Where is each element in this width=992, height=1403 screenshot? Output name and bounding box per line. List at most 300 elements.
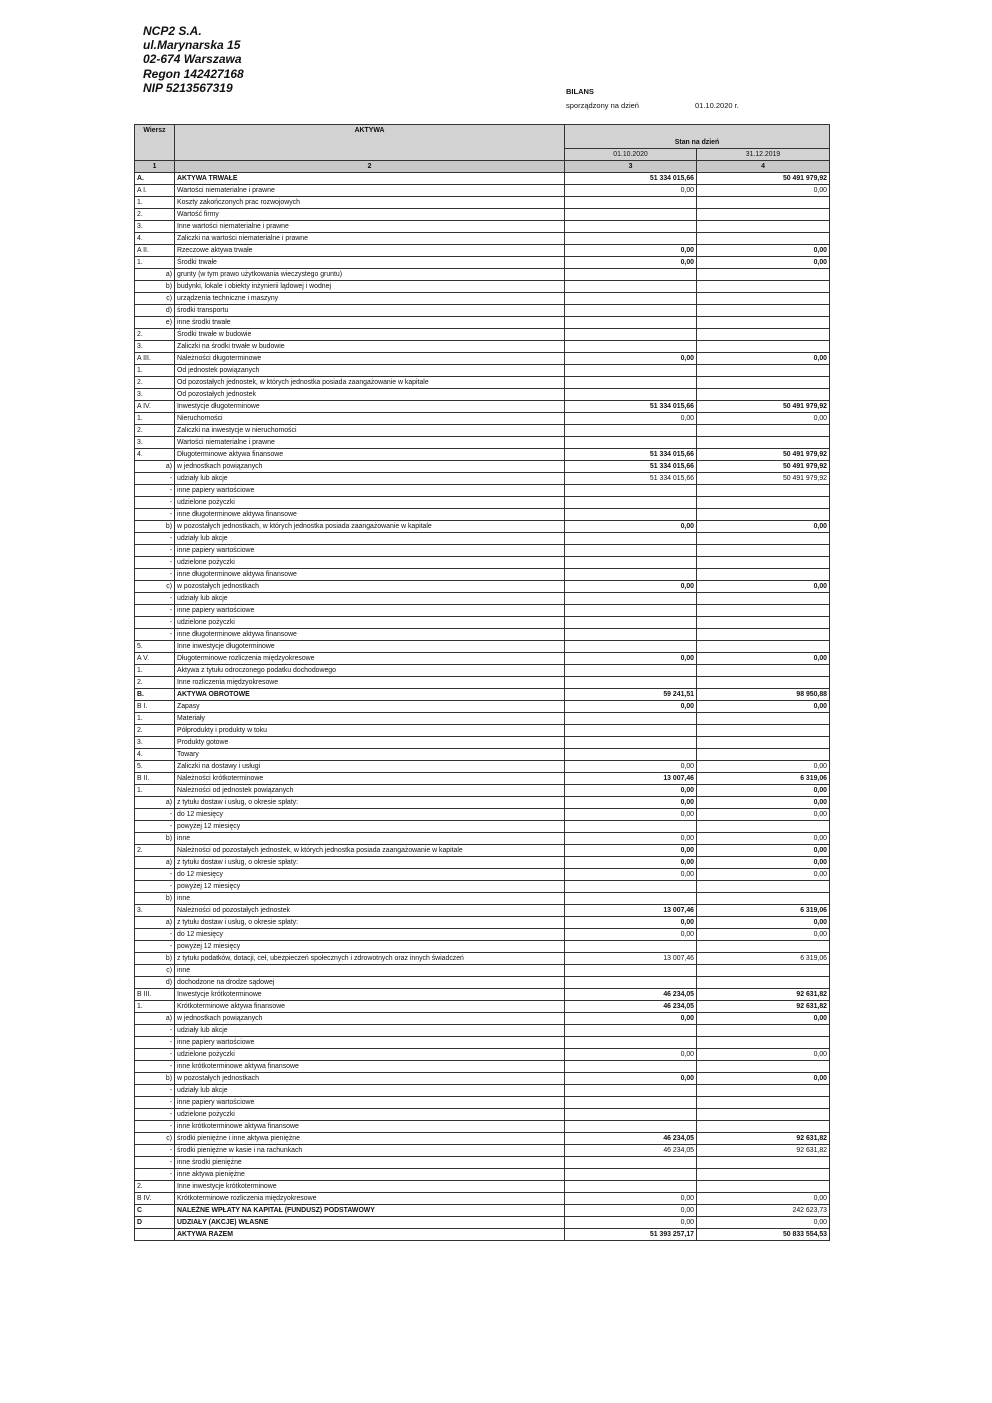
- row-label: Należności długoterminowe: [175, 353, 565, 365]
- row-value-current: 51 393 257,17: [565, 1229, 697, 1241]
- row-value-current: 0,00: [565, 581, 697, 593]
- table-row: [135, 821, 830, 833]
- table-row: [135, 197, 830, 209]
- row-value-current: 0,00: [565, 1205, 697, 1217]
- table-row: [135, 425, 830, 437]
- table-row: [135, 281, 830, 293]
- table-row: [135, 653, 830, 665]
- row-id: b): [135, 833, 175, 845]
- row-id: 3.: [135, 221, 175, 233]
- table-row: [135, 185, 830, 197]
- row-value-current: 0,00: [565, 1049, 697, 1061]
- row-value-previous: 98 950,88: [697, 689, 830, 701]
- row-value-previous: 92 631,82: [697, 989, 830, 1001]
- row-label: z tytułu dostaw i usług, o okresie spłaty:: [175, 797, 565, 809]
- row-value-previous: 0,00: [697, 413, 830, 425]
- row-id: d): [135, 977, 175, 989]
- table-row: [135, 389, 830, 401]
- row-id: 4.: [135, 233, 175, 245]
- row-id: 5.: [135, 641, 175, 653]
- row-label: Inwestycje długoterminowe: [175, 401, 565, 413]
- row-id: -: [135, 1049, 175, 1061]
- row-value-previous: [697, 233, 830, 245]
- row-value-current: [565, 1121, 697, 1133]
- row-label: Inne inwestycje krótkoterminowe: [175, 1181, 565, 1193]
- row-id: A II.: [135, 245, 175, 257]
- row-value-current: [565, 233, 697, 245]
- row-value-previous: [697, 749, 830, 761]
- row-id: B II.: [135, 773, 175, 785]
- table-row: [135, 785, 830, 797]
- row-value-current: [565, 977, 697, 989]
- row-label: AKTYWA TRWAŁE: [175, 173, 565, 185]
- row-value-previous: [697, 1157, 830, 1169]
- row-value-current: [565, 317, 697, 329]
- row-id: -: [135, 1109, 175, 1121]
- row-value-previous: [697, 677, 830, 689]
- table-row: [135, 209, 830, 221]
- row-value-current: [565, 329, 697, 341]
- table-row: [135, 845, 830, 857]
- row-label: do 12 miesięcy: [175, 929, 565, 941]
- row-id: c): [135, 1133, 175, 1145]
- row-value-current: [565, 569, 697, 581]
- row-label: w jednostkach powiązanych: [175, 461, 565, 473]
- row-label: Od pozostałych jednostek, w których jednostka posiada zaangażowanie w kapitale: [175, 377, 565, 389]
- row-value-current: [565, 1097, 697, 1109]
- row-value-current: [565, 677, 697, 689]
- row-value-previous: [697, 509, 830, 521]
- row-value-previous: 0,00: [697, 1049, 830, 1061]
- table-row: [135, 1181, 830, 1193]
- row-value-current: [565, 533, 697, 545]
- row-id: -: [135, 1037, 175, 1049]
- row-id: b): [135, 953, 175, 965]
- row-label: Środki trwałe w budowie: [175, 329, 565, 341]
- row-value-current: 0,00: [565, 521, 697, 533]
- row-id: 3.: [135, 737, 175, 749]
- table-row: [135, 1205, 830, 1217]
- row-value-current: [565, 269, 697, 281]
- row-value-previous: [697, 389, 830, 401]
- row-value-current: [565, 1025, 697, 1037]
- table-row: [135, 509, 830, 521]
- table-row: [135, 1037, 830, 1049]
- row-value-current: [565, 725, 697, 737]
- row-id: B III.: [135, 989, 175, 1001]
- row-label: Zaliczki na inwestycje w nieruchomości: [175, 425, 565, 437]
- row-label: Od pozostałych jednostek: [175, 389, 565, 401]
- row-id: a): [135, 917, 175, 929]
- row-id: -: [135, 1121, 175, 1133]
- row-label: Długoterminowe rozliczenia międzyokresowe: [175, 653, 565, 665]
- table-row: [135, 665, 830, 677]
- row-value-previous: [697, 377, 830, 389]
- row-id: [135, 1229, 175, 1241]
- row-id: A IV.: [135, 401, 175, 413]
- row-id: 2.: [135, 845, 175, 857]
- row-value-current: 0,00: [565, 185, 697, 197]
- table-row: [135, 953, 830, 965]
- row-value-current: 0,00: [565, 1073, 697, 1085]
- row-value-previous: 0,00: [697, 1217, 830, 1229]
- row-value-current: 0,00: [565, 1193, 697, 1205]
- table-row: [135, 545, 830, 557]
- header-aktywa: AKTYWA: [175, 125, 565, 161]
- row-id: -: [135, 1145, 175, 1157]
- row-value-current: [565, 1157, 697, 1169]
- table-row: [135, 449, 830, 461]
- row-label: AKTYWA OBROTOWE: [175, 689, 565, 701]
- row-label: w pozostałych jednostkach: [175, 1073, 565, 1085]
- row-label: Zaliczki na wartości niematerialne i prawne: [175, 233, 565, 245]
- table-row: [135, 1025, 830, 1037]
- row-id: -: [135, 569, 175, 581]
- row-id: -: [135, 821, 175, 833]
- row-value-previous: 242 623,73: [697, 1205, 830, 1217]
- row-value-previous: 0,00: [697, 809, 830, 821]
- row-value-previous: [697, 881, 830, 893]
- row-label: inne papiery wartościowe: [175, 1097, 565, 1109]
- row-id: -: [135, 593, 175, 605]
- company-name: NCP2 S.A.: [143, 24, 202, 38]
- row-id: 1.: [135, 197, 175, 209]
- table-row: [135, 413, 830, 425]
- row-label: udziały lub akcje: [175, 593, 565, 605]
- table-row: [135, 593, 830, 605]
- row-id: A I.: [135, 185, 175, 197]
- row-value-previous: [697, 1061, 830, 1073]
- row-value-current: [565, 1109, 697, 1121]
- row-value-previous: 0,00: [697, 701, 830, 713]
- row-label: powyżej 12 miesięcy: [175, 881, 565, 893]
- row-id: 2.: [135, 377, 175, 389]
- row-label: Długoterminowe aktywa finansowe: [175, 449, 565, 461]
- table-row: [135, 473, 830, 485]
- row-value-current: [565, 209, 697, 221]
- company-nip: NIP 5213567319: [143, 80, 233, 95]
- row-value-previous: 50 491 979,92: [697, 173, 830, 185]
- table-row: [135, 989, 830, 1001]
- row-id: 1.: [135, 413, 175, 425]
- row-id: -: [135, 473, 175, 485]
- row-id: -: [135, 617, 175, 629]
- row-value-previous: [697, 593, 830, 605]
- row-id: -: [135, 1097, 175, 1109]
- row-value-previous: [697, 197, 830, 209]
- row-value-previous: [697, 1037, 830, 1049]
- row-label: dochodzone na drodze sądowej: [175, 977, 565, 989]
- row-label: UDZIAŁY (AKCJE) WŁASNE: [175, 1217, 565, 1229]
- row-label: Krótkoterminowe rozliczenia międzyokresowe: [175, 1193, 565, 1205]
- row-value-previous: 0,00: [697, 929, 830, 941]
- table-row: [135, 401, 830, 413]
- row-value-previous: [697, 557, 830, 569]
- table-row: [135, 1097, 830, 1109]
- row-value-current: [565, 509, 697, 521]
- table-row: [135, 1133, 830, 1145]
- row-value-current: [565, 941, 697, 953]
- header-date-2: 31.12.2019: [697, 149, 830, 161]
- row-id: -: [135, 533, 175, 545]
- row-value-previous: [697, 1109, 830, 1121]
- row-value-current: [565, 1085, 697, 1097]
- header-wiersz: Wiersz: [135, 125, 175, 161]
- table-row: [135, 797, 830, 809]
- row-label: Towary: [175, 749, 565, 761]
- table-row: [135, 725, 830, 737]
- table-row: [135, 317, 830, 329]
- table-row: [135, 341, 830, 353]
- row-value-current: [565, 293, 697, 305]
- table-row: [135, 761, 830, 773]
- row-value-current: [565, 629, 697, 641]
- row-label: inne: [175, 965, 565, 977]
- table-row: [135, 1001, 830, 1013]
- row-value-previous: [697, 641, 830, 653]
- row-value-current: [565, 1037, 697, 1049]
- table-row: [135, 809, 830, 821]
- row-label: Środki trwałe: [175, 257, 565, 269]
- header-numbers-row: [135, 161, 830, 173]
- row-id: 2.: [135, 425, 175, 437]
- row-id: 2.: [135, 677, 175, 689]
- row-value-current: 0,00: [565, 701, 697, 713]
- row-value-previous: 0,00: [697, 857, 830, 869]
- row-value-previous: [697, 365, 830, 377]
- row-label: inne: [175, 893, 565, 905]
- row-value-previous: [697, 545, 830, 557]
- row-value-current: [565, 557, 697, 569]
- row-value-previous: 0,00: [697, 1013, 830, 1025]
- row-value-current: 0,00: [565, 869, 697, 881]
- header-row: [135, 125, 830, 149]
- row-id: 4.: [135, 449, 175, 461]
- row-value-current: [565, 197, 697, 209]
- row-id: B.: [135, 689, 175, 701]
- row-id: b): [135, 521, 175, 533]
- row-value-current: 46 234,05: [565, 1145, 697, 1157]
- row-value-current: 46 234,05: [565, 989, 697, 1001]
- row-value-current: [565, 821, 697, 833]
- table-row: [135, 881, 830, 893]
- table-row: [135, 1121, 830, 1133]
- row-label: inne długoterminowe aktywa finansowe: [175, 569, 565, 581]
- row-id: -: [135, 809, 175, 821]
- row-label: NALEŻNE WPŁATY NA KAPITAŁ (FUNDUSZ) PODSTAWOWY: [175, 1205, 565, 1217]
- row-id: -: [135, 1061, 175, 1073]
- table-row: [135, 1085, 830, 1097]
- row-value-previous: [697, 737, 830, 749]
- row-id: -: [135, 1025, 175, 1037]
- table-row: [135, 377, 830, 389]
- row-label: inne krótkoterminowe aktywa finansowe: [175, 1121, 565, 1133]
- row-value-current: [565, 665, 697, 677]
- table-row: [135, 677, 830, 689]
- row-value-current: 0,00: [565, 929, 697, 941]
- row-value-previous: [697, 605, 830, 617]
- row-label: udzielone pożyczki: [175, 497, 565, 509]
- row-value-previous: [697, 1097, 830, 1109]
- table-row: [135, 269, 830, 281]
- table-row: [135, 641, 830, 653]
- row-label: Należności od pozostałych jednostek, w których jednostka posiada zaangażowanie w kapitale: [175, 845, 565, 857]
- header-num-4: 4: [697, 161, 830, 173]
- table-row: [135, 257, 830, 269]
- row-value-current: 51 334 015,66: [565, 173, 697, 185]
- row-label: Wartości niematerialne i prawne: [175, 185, 565, 197]
- balance-sheet-table: [134, 124, 830, 1241]
- row-value-current: [565, 1181, 697, 1193]
- row-value-current: 0,00: [565, 833, 697, 845]
- row-label: do 12 miesięcy: [175, 809, 565, 821]
- row-value-current: [565, 497, 697, 509]
- row-label: Półprodukty i produkty w toku: [175, 725, 565, 737]
- table-row: [135, 1145, 830, 1157]
- row-value-previous: [697, 305, 830, 317]
- company-regon: Regon 142427168: [143, 66, 244, 81]
- row-label: inne długoterminowe aktywa finansowe: [175, 509, 565, 521]
- row-label: inne: [175, 833, 565, 845]
- table-row: [135, 905, 830, 917]
- row-label: inne aktywa pieniężne: [175, 1169, 565, 1181]
- row-id: 4.: [135, 749, 175, 761]
- row-label: inne papiery wartościowe: [175, 605, 565, 617]
- row-value-previous: 0,00: [697, 581, 830, 593]
- table-row: [135, 869, 830, 881]
- document-date-label: sporządzony na dzień: [566, 101, 639, 110]
- row-value-previous: 0,00: [697, 1073, 830, 1085]
- row-label: w pozostałych jednostkach, w których jednostka posiada zaangażowanie w kapitale: [175, 521, 565, 533]
- row-value-current: [565, 593, 697, 605]
- row-value-current: 0,00: [565, 845, 697, 857]
- row-value-current: [565, 437, 697, 449]
- row-value-current: [565, 377, 697, 389]
- row-value-current: 0,00: [565, 1013, 697, 1025]
- table-row: [135, 737, 830, 749]
- header-num-3: 3: [565, 161, 697, 173]
- row-value-previous: [697, 1181, 830, 1193]
- row-label: Wartość firmy: [175, 209, 565, 221]
- row-value-previous: 6 319,06: [697, 905, 830, 917]
- row-id: 3.: [135, 389, 175, 401]
- table-row: [135, 965, 830, 977]
- table-row: [135, 245, 830, 257]
- row-label: udziały lub akcje: [175, 1025, 565, 1037]
- table-row: [135, 1169, 830, 1181]
- row-id: 3.: [135, 341, 175, 353]
- row-value-current: 0,00: [565, 353, 697, 365]
- row-value-current: 0,00: [565, 809, 697, 821]
- row-value-current: [565, 221, 697, 233]
- table-row: [135, 581, 830, 593]
- row-id: B IV.: [135, 1193, 175, 1205]
- row-value-previous: [697, 629, 830, 641]
- row-value-current: [565, 1061, 697, 1073]
- row-value-current: 0,00: [565, 917, 697, 929]
- row-id: 3.: [135, 437, 175, 449]
- row-value-current: 0,00: [565, 761, 697, 773]
- table-row: [135, 773, 830, 785]
- row-label: Zaliczki na dostawy i usługi: [175, 761, 565, 773]
- row-id: -: [135, 497, 175, 509]
- table-row: [135, 557, 830, 569]
- row-value-current: 51 334 015,66: [565, 401, 697, 413]
- row-label: powyżej 12 miesięcy: [175, 821, 565, 833]
- row-label: z tytułu dostaw i usług, o okresie spłaty:: [175, 857, 565, 869]
- row-id: 2.: [135, 329, 175, 341]
- row-value-current: [565, 641, 697, 653]
- table-row: [135, 365, 830, 377]
- row-value-current: [565, 605, 697, 617]
- table-row: [135, 1049, 830, 1061]
- company-street: ul.Marynarska 15: [143, 38, 241, 53]
- row-value-previous: [697, 1085, 830, 1097]
- row-label: udziały lub akcje: [175, 1085, 565, 1097]
- row-value-current: [565, 281, 697, 293]
- row-label: Koszty zakończonych prac rozwojowych: [175, 197, 565, 209]
- row-value-previous: [697, 329, 830, 341]
- row-value-previous: 50 491 979,92: [697, 401, 830, 413]
- row-value-previous: [697, 941, 830, 953]
- row-value-current: [565, 425, 697, 437]
- row-value-previous: [697, 485, 830, 497]
- row-id: 2.: [135, 1181, 175, 1193]
- table-row: [135, 1073, 830, 1085]
- row-id: 1.: [135, 1001, 175, 1013]
- row-value-current: [565, 485, 697, 497]
- row-id: b): [135, 1073, 175, 1085]
- row-id: 1.: [135, 665, 175, 677]
- row-label: Krótkoterminowe aktywa finansowe: [175, 1001, 565, 1013]
- row-value-previous: [697, 569, 830, 581]
- row-id: a): [135, 461, 175, 473]
- row-value-current: [565, 305, 697, 317]
- row-label: Nieruchomości: [175, 413, 565, 425]
- row-value-previous: [697, 713, 830, 725]
- row-label: Należności krótkoterminowe: [175, 773, 565, 785]
- row-label: inne papiery wartościowe: [175, 545, 565, 557]
- row-label: udzielone pożyczki: [175, 557, 565, 569]
- row-id: -: [135, 1169, 175, 1181]
- table-row: [135, 917, 830, 929]
- table-row: [135, 929, 830, 941]
- row-label: Rzeczowe aktywa trwałe: [175, 245, 565, 257]
- row-value-current: 0,00: [565, 797, 697, 809]
- row-value-current: [565, 341, 697, 353]
- row-value-previous: 0,00: [697, 185, 830, 197]
- table-row: [135, 1109, 830, 1121]
- row-id: a): [135, 857, 175, 869]
- table-row: [135, 617, 830, 629]
- row-value-current: 59 241,51: [565, 689, 697, 701]
- row-label: budynki, lokale i obiekty inżynierii lądowej i wodnej: [175, 281, 565, 293]
- row-value-previous: 92 631,82: [697, 1001, 830, 1013]
- row-value-current: [565, 545, 697, 557]
- row-value-previous: [697, 893, 830, 905]
- row-value-current: 0,00: [565, 245, 697, 257]
- row-value-current: 0,00: [565, 413, 697, 425]
- row-value-previous: 6 319,06: [697, 953, 830, 965]
- row-value-previous: [697, 977, 830, 989]
- table-row: [135, 353, 830, 365]
- row-id: b): [135, 893, 175, 905]
- row-id: -: [135, 605, 175, 617]
- row-value-previous: 50 833 554,53: [697, 1229, 830, 1241]
- table-row: [135, 305, 830, 317]
- row-value-previous: 0,00: [697, 257, 830, 269]
- document-title: BILANS: [566, 87, 594, 96]
